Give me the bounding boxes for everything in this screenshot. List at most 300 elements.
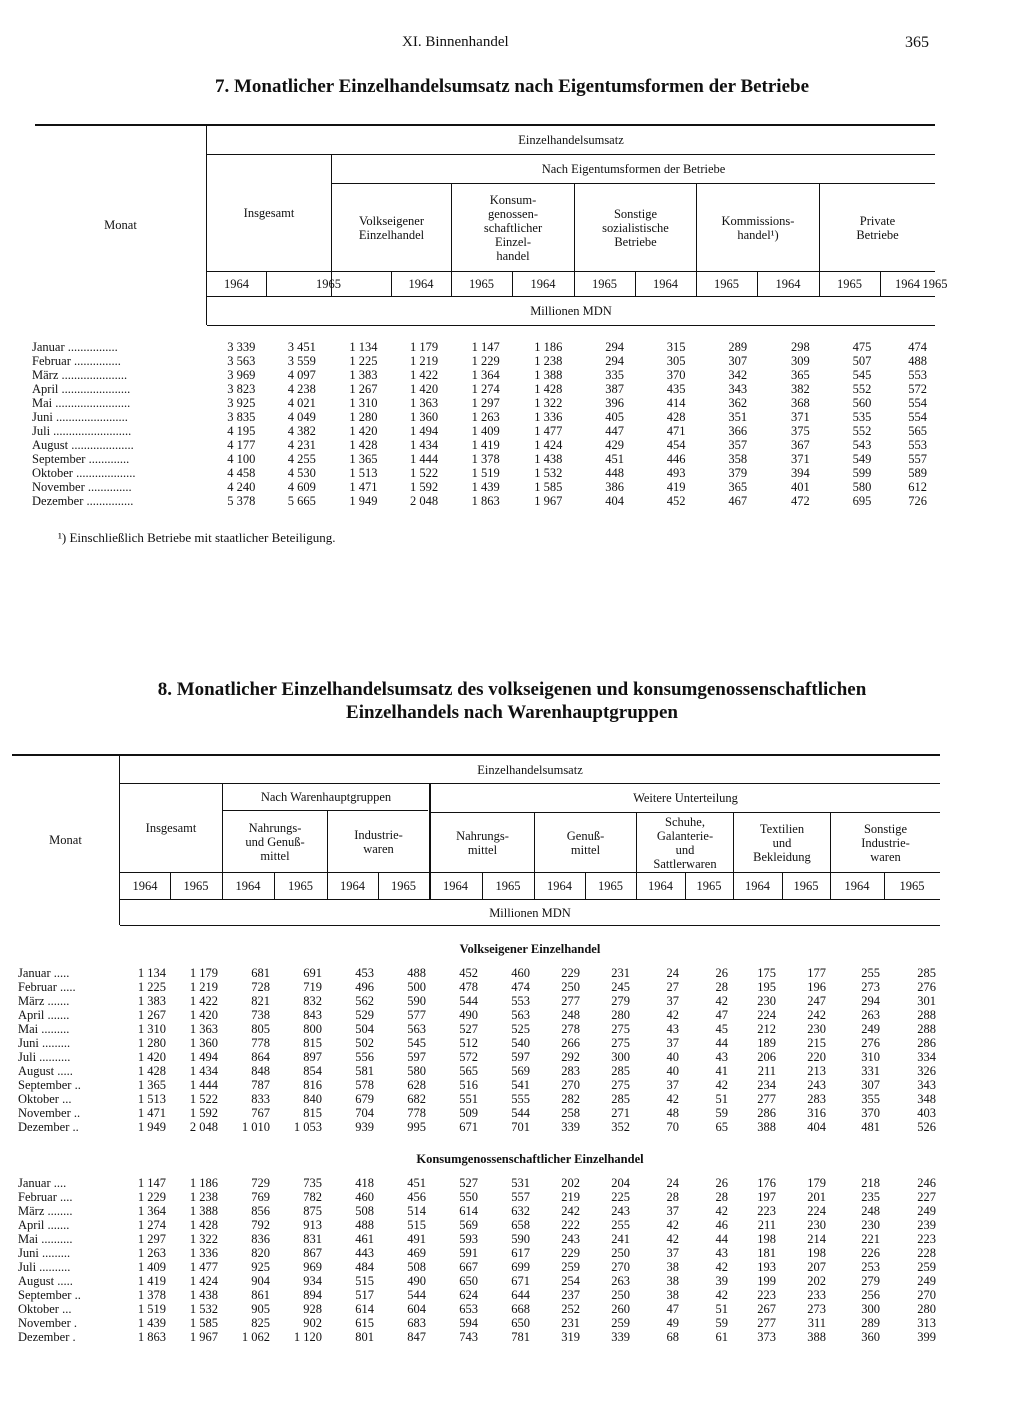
table-cell: 254: [561, 1274, 580, 1288]
table-cell: 446: [666, 452, 686, 466]
table-cell: 418: [355, 1176, 374, 1190]
table7-year-header: 1964: [224, 277, 249, 291]
table-cell: 65: [715, 1120, 728, 1134]
table-cell: 496: [355, 980, 374, 994]
table-cell: 276: [861, 1036, 880, 1050]
section-table: [16, 966, 943, 1134]
table-cell: 294: [605, 354, 624, 368]
section-table: [16, 1176, 943, 1344]
table-cell: 695: [852, 494, 872, 508]
table-cell: 404: [807, 1120, 826, 1134]
table-cell: 562: [355, 994, 374, 1008]
table-cell: 42: [715, 994, 728, 1008]
table-cell: 300: [861, 1302, 880, 1316]
table-cell: 239: [917, 1218, 936, 1232]
table-cell: 738: [251, 1008, 270, 1022]
table-cell: 1 424: [534, 438, 563, 452]
table-cell: 1 494: [409, 424, 439, 438]
table-cell: 301: [917, 994, 936, 1008]
table-cell: 1 434: [189, 1064, 218, 1078]
table8-year-header: 1964: [443, 879, 468, 893]
table-cell: 549: [852, 452, 872, 466]
table-cell: 300: [611, 1050, 630, 1064]
section-label: Konsumgenossenschaftlicher Einzelhandel: [416, 1152, 644, 1166]
table-cell: 294: [861, 994, 880, 1008]
table-cell: 1 219: [409, 354, 439, 368]
table-cell: 735: [303, 1176, 322, 1190]
table7-year-header: 1965: [316, 277, 341, 291]
table-cell: 792: [251, 1218, 270, 1232]
table8-nahrung-genuss-header: Nahrungs- und Genuß- mittel: [245, 820, 305, 863]
table-cell: 451: [407, 1176, 426, 1190]
month-label: Juni .........: [18, 1246, 71, 1260]
table8-nahrungsmittel-header: Nahrungs- mittel: [456, 828, 509, 857]
table-cell: 277: [757, 1316, 776, 1330]
table-cell: 258: [561, 1106, 580, 1120]
table-cell: 282: [561, 1092, 580, 1106]
table8-year-header: 1964: [547, 879, 572, 893]
table-row: [30, 480, 935, 494]
table-cell: 1 519: [471, 466, 500, 480]
table7-sub-header: Nach Eigentumsformen der Betriebe: [541, 162, 726, 176]
table-cell: 223: [757, 1288, 776, 1302]
table-row: [16, 1064, 943, 1078]
table-cell: 198: [757, 1232, 776, 1246]
table-cell: 1 420: [349, 424, 378, 438]
table-cell: 563: [511, 1008, 530, 1022]
table7-year-header: 1964: [408, 277, 434, 291]
table-cell: 1 186: [534, 340, 563, 354]
month-label: Juli ..........: [18, 1050, 71, 1064]
table-cell: 1 363: [189, 1022, 218, 1036]
table-cell: 249: [917, 1274, 936, 1288]
table-cell: 279: [861, 1274, 880, 1288]
table-cell: 42: [715, 1078, 728, 1092]
table-cell: 242: [807, 1008, 826, 1022]
table7-sonstige-header: Sonstige sozialistische Betriebe: [602, 206, 669, 249]
table-cell: 847: [407, 1330, 426, 1344]
table-cell: 313: [917, 1316, 936, 1330]
table-cell: 902: [303, 1316, 322, 1330]
table-cell: 1 477: [189, 1260, 218, 1274]
table-cell: 362: [728, 396, 748, 410]
table-cell: 515: [355, 1274, 374, 1288]
table-cell: 507: [852, 354, 872, 368]
month-label: Februar ...............: [32, 354, 121, 368]
table-cell: 1 062: [241, 1330, 270, 1344]
table-row: [30, 396, 935, 410]
table-cell: 219: [561, 1190, 580, 1204]
table-cell: 560: [852, 396, 872, 410]
table-cell: 435: [666, 382, 686, 396]
table-cell: 61: [715, 1330, 728, 1344]
section-label: Volkseigener Einzelhandel: [459, 942, 601, 956]
table-cell: 569: [511, 1064, 530, 1078]
table7-year-header: 1965: [469, 277, 494, 291]
table-cell: 419: [666, 480, 686, 494]
table-cell: 550: [459, 1190, 478, 1204]
table-cell: 1 419: [137, 1274, 166, 1288]
table-cell: 215: [807, 1036, 826, 1050]
table-cell: 1 471: [137, 1106, 166, 1120]
table-cell: 701: [511, 1120, 530, 1134]
table-cell: 469: [407, 1246, 426, 1260]
table-cell: 214: [807, 1232, 826, 1246]
table-row: [30, 424, 935, 438]
table-cell: 1 134: [349, 340, 378, 354]
table-cell: 375: [791, 424, 810, 438]
table-cell: 1 420: [137, 1050, 166, 1064]
table-cell: 557: [511, 1190, 530, 1204]
table-cell: 226: [861, 1246, 880, 1260]
table-cell: 223: [757, 1204, 776, 1218]
table8-year-header: 1965: [288, 879, 313, 893]
table-cell: 1 513: [349, 466, 378, 480]
table-row: [16, 1036, 943, 1050]
table7-year-header: 1964: [530, 277, 556, 291]
table-row: [16, 980, 943, 994]
table-cell: 578: [355, 1078, 374, 1092]
table-cell: 249: [861, 1022, 880, 1036]
table-cell: 1 238: [534, 354, 563, 368]
table-cell: 189: [757, 1036, 776, 1050]
table-cell: 4 195: [227, 424, 256, 438]
table-cell: 365: [728, 480, 748, 494]
table-cell: 1 863: [471, 494, 500, 508]
table-cell: 243: [561, 1232, 580, 1246]
table-cell: 388: [807, 1330, 826, 1344]
table-cell: 3 925: [227, 396, 256, 410]
table-cell: 454: [666, 438, 686, 452]
table-cell: 535: [852, 410, 872, 424]
table8-year-header: 1965: [793, 879, 819, 893]
table-cell: 467: [728, 494, 748, 508]
table-cell: 3 563: [227, 354, 256, 368]
table-cell: 729: [251, 1176, 270, 1190]
table-cell: 2 048: [189, 1120, 218, 1134]
table-cell: 719: [303, 980, 322, 994]
table-cell: 371: [791, 452, 810, 466]
month-label: Februar ....: [18, 1190, 73, 1204]
table-row: [16, 1246, 943, 1260]
table-cell: 339: [611, 1330, 630, 1344]
table-cell: 452: [666, 494, 686, 508]
table-cell: 1 438: [534, 452, 563, 466]
month-label: März ........: [18, 1204, 73, 1218]
table-cell: 555: [511, 1092, 530, 1106]
table-cell: 231: [561, 1316, 580, 1330]
table-cell: 1 949: [137, 1120, 166, 1134]
table-cell: 653: [459, 1302, 478, 1316]
table-cell: 1 225: [137, 980, 166, 994]
table-cell: 995: [407, 1120, 426, 1134]
table-cell: 223: [917, 1232, 936, 1246]
table-cell: 373: [757, 1330, 776, 1344]
table-cell: 934: [303, 1274, 322, 1288]
table7-body: [30, 340, 935, 508]
table-cell: 624: [459, 1288, 478, 1302]
table-cell: 403: [917, 1106, 936, 1120]
table-cell: 44: [715, 1036, 728, 1050]
table-cell: 1 424: [189, 1274, 218, 1288]
table-cell: 816: [303, 1078, 322, 1092]
table-cell: 43: [715, 1050, 728, 1064]
table-cell: 1 471: [349, 480, 378, 494]
table-cell: 24: [666, 966, 679, 980]
table-cell: 840: [303, 1092, 322, 1106]
table-cell: 1 522: [189, 1092, 218, 1106]
table-cell: 1 120: [293, 1330, 322, 1344]
table-cell: 905: [251, 1302, 270, 1316]
table8-year-header: 1965: [183, 879, 209, 893]
table-cell: 45: [715, 1022, 728, 1036]
table-cell: 4 021: [287, 396, 316, 410]
table-cell: 339: [561, 1120, 580, 1134]
table-cell: 37: [666, 1204, 679, 1218]
table-cell: 351: [728, 410, 748, 424]
table-cell: 743: [459, 1330, 478, 1344]
table-cell: 343: [917, 1078, 936, 1092]
table-cell: 593: [459, 1232, 478, 1246]
table-cell: 2 048: [409, 494, 439, 508]
table-cell: 447: [605, 424, 624, 438]
table-cell: 668: [511, 1302, 530, 1316]
table-cell: 4 458: [227, 466, 256, 480]
table-cell: 1 336: [534, 410, 563, 424]
table-cell: 326: [917, 1064, 936, 1078]
month-label: November .: [18, 1316, 78, 1330]
table-cell: 1 267: [137, 1008, 166, 1022]
page-number: 365: [905, 34, 929, 51]
table-cell: 289: [861, 1316, 880, 1330]
table-cell: 894: [303, 1288, 322, 1302]
table-cell: 196: [807, 980, 826, 994]
table-cell: 565: [908, 424, 927, 438]
table8-year-header: 1965: [696, 879, 722, 893]
table-cell: 1 297: [137, 1232, 166, 1246]
month-label: April ......................: [32, 382, 131, 396]
table-cell: 3 339: [227, 340, 256, 354]
table-cell: 490: [407, 1274, 426, 1288]
table-cell: 461: [355, 1232, 374, 1246]
table-cell: 285: [611, 1064, 630, 1078]
table-cell: 197: [757, 1190, 776, 1204]
table8-year-header: 1965: [391, 879, 416, 893]
table-cell: 1 263: [137, 1246, 166, 1260]
table-cell: 37: [666, 1246, 679, 1260]
table-cell: 51: [715, 1092, 728, 1106]
table-cell: 1 420: [409, 382, 439, 396]
table-cell: 475: [852, 340, 872, 354]
table-cell: 283: [807, 1092, 826, 1106]
table-cell: 443: [355, 1246, 374, 1260]
table-cell: 370: [861, 1106, 880, 1120]
table-cell: 554: [908, 410, 927, 424]
table-row: [16, 1078, 943, 1092]
table8-unit-header: Millionen MDN: [489, 905, 571, 920]
table-cell: 51: [715, 1302, 728, 1316]
table-cell: 26: [715, 966, 728, 980]
table-cell: 500: [407, 980, 426, 994]
table-cell: 832: [303, 994, 322, 1008]
table-cell: 46: [715, 1218, 728, 1232]
table-cell: 897: [303, 1050, 322, 1064]
table7-year-header: 1964: [895, 277, 920, 291]
table-cell: 628: [407, 1078, 426, 1092]
month-label: Juni .........: [18, 1036, 71, 1050]
table-cell: 179: [807, 1176, 826, 1190]
table-cell: 3 451: [287, 340, 316, 354]
month-label: November ..............: [32, 480, 132, 494]
table-cell: 604: [407, 1302, 426, 1316]
table-cell: 1 179: [189, 966, 218, 980]
table-cell: 563: [407, 1022, 426, 1036]
table-cell: 1 422: [189, 994, 218, 1008]
table-cell: 3 559: [287, 354, 316, 368]
table7-top-header: Einzelhandelsumsatz: [518, 132, 624, 147]
table-cell: 493: [666, 466, 686, 480]
table-cell: 552: [852, 382, 872, 396]
table7-kommission-header: Kommissions- handel¹): [721, 213, 795, 242]
table-cell: 1 147: [471, 340, 500, 354]
table-cell: 181: [757, 1246, 776, 1260]
table-cell: 801: [355, 1330, 374, 1344]
table-cell: 488: [908, 354, 927, 368]
table-cell: 5 665: [287, 494, 316, 508]
table-cell: 1 219: [189, 980, 218, 994]
table-cell: 366: [728, 424, 748, 438]
table-cell: 597: [511, 1050, 530, 1064]
table-cell: 270: [917, 1288, 936, 1302]
table-cell: 679: [355, 1092, 374, 1106]
table-cell: 176: [757, 1176, 776, 1190]
table-cell: 273: [807, 1302, 826, 1316]
table-cell: 1 522: [409, 466, 439, 480]
table-cell: 357: [728, 438, 748, 452]
table-cell: 4 530: [287, 466, 316, 480]
table7-year-header: 1965: [837, 277, 862, 291]
table-cell: 233: [807, 1288, 826, 1302]
table-cell: 222: [561, 1218, 580, 1232]
table-cell: 472: [791, 494, 810, 508]
table-cell: 310: [861, 1050, 880, 1064]
table-cell: 612: [908, 480, 927, 494]
table-cell: 49: [666, 1316, 679, 1330]
month-label: September ..: [18, 1078, 81, 1092]
table-cell: 825: [251, 1316, 270, 1330]
table-cell: 1 322: [189, 1232, 218, 1246]
table-cell: 556: [355, 1050, 374, 1064]
table-cell: 220: [807, 1050, 826, 1064]
table8-year-header: 1965: [598, 879, 623, 893]
table7-title: 7. Monatlicher Einzelhandelsumsatz nach Eigentumsformen der Betriebe: [214, 76, 810, 97]
table-row: [16, 1316, 943, 1330]
month-label: Januar ................: [32, 340, 118, 354]
table-cell: 195: [757, 980, 776, 994]
table-cell: 1 274: [137, 1218, 166, 1232]
table-cell: 1 134: [137, 966, 166, 980]
table-cell: 471: [666, 424, 686, 438]
month-label: März .....................: [32, 368, 128, 382]
table-cell: 360: [861, 1330, 880, 1344]
table-cell: 1 274: [471, 382, 500, 396]
table-cell: 273: [861, 980, 880, 994]
table-cell: 37: [666, 994, 679, 1008]
table-cell: 474: [511, 980, 530, 994]
table-cell: 47: [666, 1302, 679, 1316]
table-cell: 569: [459, 1218, 478, 1232]
table-cell: 1 967: [189, 1330, 218, 1344]
table-cell: 237: [561, 1288, 580, 1302]
table-cell: 1 186: [189, 1176, 218, 1190]
table-cell: 589: [908, 466, 927, 480]
table-cell: 671: [511, 1274, 530, 1288]
table-cell: 490: [459, 1008, 478, 1022]
table7-year-header: 1965: [592, 277, 617, 291]
table-cell: 275: [611, 1078, 630, 1092]
table-row: [16, 1106, 943, 1120]
table8-year-header: 1964: [132, 879, 158, 893]
table-cell: 4 609: [287, 480, 316, 494]
table-cell: 565: [459, 1064, 478, 1078]
month-label: Februar .....: [18, 980, 76, 994]
table-cell: 529: [355, 1008, 374, 1022]
table-cell: 59: [715, 1106, 728, 1120]
table-cell: 460: [355, 1190, 374, 1204]
table-cell: 836: [251, 1232, 270, 1246]
table-cell: 404: [605, 494, 624, 508]
table-cell: 401: [791, 480, 810, 494]
table-cell: 1 229: [137, 1190, 166, 1204]
table-cell: 1 322: [534, 396, 563, 410]
table-row: [30, 466, 935, 480]
table-cell: 255: [611, 1218, 630, 1232]
table-cell: 913: [303, 1218, 322, 1232]
table-cell: 42: [666, 1008, 679, 1022]
table8-year-header: 1965: [899, 879, 925, 893]
table8-year-header: 1964: [844, 879, 870, 893]
table-row: [16, 1330, 943, 1344]
table-cell: 227: [917, 1190, 936, 1204]
table-cell: 224: [807, 1204, 826, 1218]
table-row: [16, 1274, 943, 1288]
table-cell: 230: [861, 1218, 880, 1232]
table-cell: 42: [666, 1092, 679, 1106]
table-row: [16, 966, 943, 980]
table-cell: 515: [407, 1218, 426, 1232]
month-label: August ....................: [32, 438, 134, 452]
table-cell: 781: [511, 1330, 530, 1344]
table-row: [30, 354, 935, 368]
table-cell: 289: [728, 340, 748, 354]
table-cell: 28: [666, 1190, 679, 1204]
table-cell: 348: [917, 1092, 936, 1106]
table-cell: 1 363: [409, 396, 439, 410]
table-cell: 3 835: [227, 410, 256, 424]
month-label: Oktober ...: [18, 1302, 72, 1316]
table-cell: 68: [666, 1330, 679, 1344]
month-label: März .......: [18, 994, 70, 1008]
table-cell: 248: [861, 1204, 880, 1218]
table-row: [16, 1204, 943, 1218]
table-cell: 805: [251, 1022, 270, 1036]
table-cell: 1 053: [293, 1120, 322, 1134]
table-cell: 451: [605, 452, 624, 466]
table-cell: 355: [861, 1092, 880, 1106]
table8-schuhe-header: Schuhe, Galanterie- und Sattlerwaren: [653, 814, 717, 871]
table-row: [30, 494, 935, 508]
table-cell: 782: [303, 1190, 322, 1204]
